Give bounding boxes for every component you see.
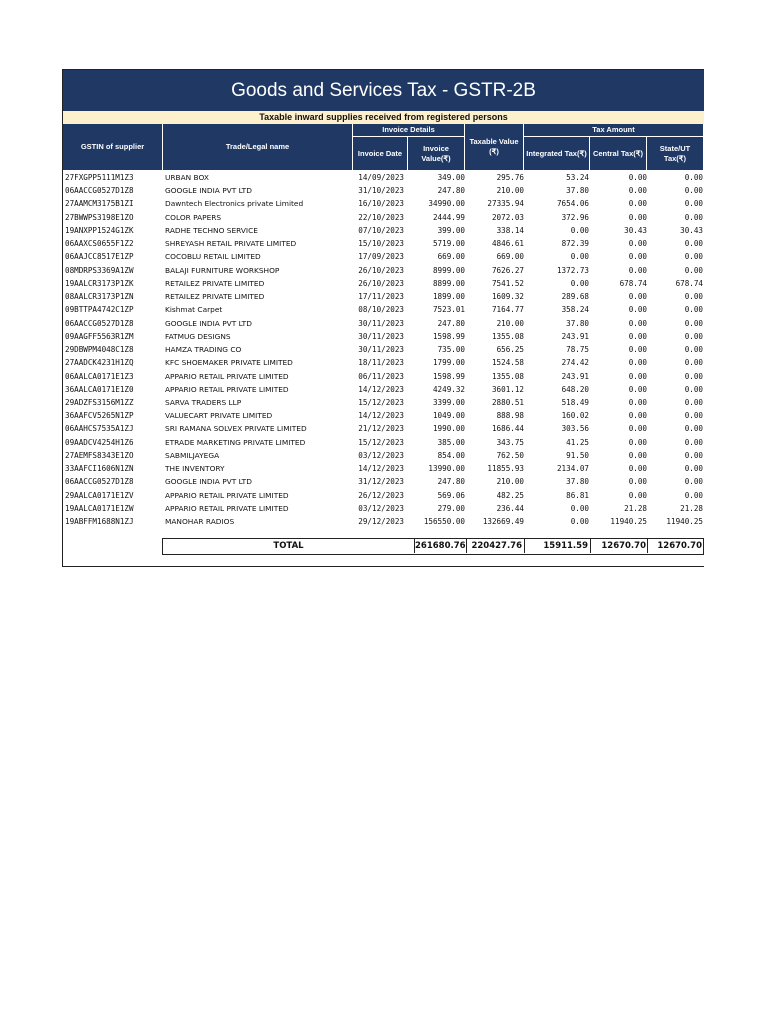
table-row bbox=[63, 197, 704, 210]
taxable-value-cell: 338.14 bbox=[496, 225, 524, 235]
gstin-cell: 06AACCG0527D1Z8 bbox=[65, 318, 134, 328]
sgst-cell: 0.00 bbox=[684, 173, 703, 182]
invoice-value-cell: 385.00 bbox=[437, 437, 465, 447]
gstin-cell: 08MDRPS3369A1ZW bbox=[65, 265, 134, 275]
gstin-cell: 09AAGFF5563R1ZM bbox=[65, 331, 134, 341]
invoice-date-cell: 14/12/2023 bbox=[358, 464, 404, 474]
trade-name-cell: THE INVENTORY bbox=[165, 464, 225, 474]
igst-cell: 0.00 bbox=[570, 503, 589, 513]
sgst-cell: 0.00 bbox=[684, 358, 703, 368]
invoice-value-cell: 349.00 bbox=[437, 173, 465, 182]
invoice-value-cell: 669.00 bbox=[437, 252, 465, 262]
table-row bbox=[63, 370, 704, 383]
igst-cell: 243.91 bbox=[561, 331, 589, 341]
igst-cell: 0.00 bbox=[570, 278, 589, 288]
total-label: TOTAL bbox=[273, 541, 304, 551]
header-tax-amount: Tax Amount bbox=[524, 124, 704, 137]
sgst-cell: 0.00 bbox=[684, 318, 703, 328]
table-row bbox=[63, 317, 704, 330]
gstin-cell: 09BTTPA4742C1ZP bbox=[65, 305, 134, 315]
gstr2b-sheet bbox=[62, 69, 704, 567]
gstin-cell: 27AADCK4231H1ZQ bbox=[65, 358, 134, 368]
table-row bbox=[63, 409, 704, 422]
table-row bbox=[63, 502, 704, 515]
cgst-cell: 0.00 bbox=[628, 345, 647, 355]
trade-name-cell: SABMILJAYEGA bbox=[165, 450, 220, 460]
invoice-date-cell: 15/10/2023 bbox=[358, 239, 404, 249]
sgst-cell: 0.00 bbox=[684, 384, 703, 394]
total-sgst: 12670.70 bbox=[657, 541, 702, 551]
table-row bbox=[63, 422, 704, 435]
invoice-date-cell: 17/11/2023 bbox=[358, 292, 404, 302]
invoice-value-cell: 5719.00 bbox=[432, 239, 465, 249]
trade-name-cell: APPARIO RETAIL PRIVATE LIMITED bbox=[165, 384, 289, 394]
trade-name-cell: FATMUG DESIGNS bbox=[165, 331, 231, 341]
cgst-cell: 0.00 bbox=[628, 199, 647, 209]
invoice-value-cell: 247.80 bbox=[437, 186, 465, 196]
trade-name-cell: Kishmat Carpet bbox=[165, 305, 223, 315]
sgst-cell: 0.00 bbox=[684, 292, 703, 302]
header-gstin: GSTIN of supplier bbox=[63, 124, 163, 171]
header-invoice-details: Invoice Details bbox=[353, 124, 465, 137]
gstin-cell: 06AAHCS7535A1ZJ bbox=[65, 424, 134, 434]
invoice-value-cell: 1598.99 bbox=[432, 371, 465, 381]
table-row bbox=[63, 171, 704, 184]
header-taxable-value: Taxable Value (₹) bbox=[465, 124, 524, 171]
table-row bbox=[63, 356, 704, 369]
gstin-cell: 06AACCG0527D1Z8 bbox=[65, 186, 134, 196]
sgst-cell: 0.00 bbox=[684, 186, 703, 196]
table-row bbox=[63, 383, 704, 396]
invoice-date-cell: 30/11/2023 bbox=[358, 318, 404, 328]
igst-cell: 648.20 bbox=[561, 384, 589, 394]
table-row bbox=[63, 449, 704, 462]
taxable-value-cell: 7626.27 bbox=[491, 265, 524, 275]
invoice-value-cell: 1899.00 bbox=[432, 292, 465, 302]
sgst-cell: 0.00 bbox=[684, 490, 703, 500]
table-row bbox=[63, 515, 704, 528]
taxable-value-cell: 343.75 bbox=[496, 437, 524, 447]
invoice-value-cell: 569.06 bbox=[437, 490, 465, 500]
invoice-date-cell: 14/12/2023 bbox=[358, 411, 404, 421]
igst-cell: 274.42 bbox=[561, 358, 589, 368]
invoice-date-cell: 15/12/2023 bbox=[358, 397, 404, 407]
cgst-cell: 0.00 bbox=[628, 186, 647, 196]
sgst-cell: 0.00 bbox=[684, 450, 703, 460]
taxable-value-cell: 1355.08 bbox=[491, 371, 524, 381]
cgst-cell: 0.00 bbox=[628, 384, 647, 394]
cgst-cell: 0.00 bbox=[628, 397, 647, 407]
table-row bbox=[63, 489, 704, 502]
taxable-value-cell: 762.50 bbox=[496, 450, 524, 460]
cgst-cell: 0.00 bbox=[628, 305, 647, 315]
invoice-date-cell: 18/11/2023 bbox=[358, 358, 404, 368]
trade-name-cell: VALUECART PRIVATE LIMITED bbox=[165, 411, 273, 421]
total-cgst: 12670.70 bbox=[601, 541, 646, 551]
table-row bbox=[63, 250, 704, 263]
gstin-cell: 09AADCV4254H1Z6 bbox=[65, 437, 134, 447]
invoice-value-cell: 279.00 bbox=[437, 503, 465, 513]
cgst-cell: 30.43 bbox=[624, 225, 647, 235]
invoice-date-cell: 26/10/2023 bbox=[358, 265, 404, 275]
cgst-cell: 0.00 bbox=[628, 173, 647, 182]
taxable-value-cell: 669.00 bbox=[496, 252, 524, 262]
cgst-cell: 0.00 bbox=[628, 252, 647, 262]
sgst-cell: 11940.25 bbox=[666, 517, 703, 527]
sgst-cell: 0.00 bbox=[684, 464, 703, 474]
sgst-cell: 0.00 bbox=[684, 411, 703, 421]
taxable-value-cell: 1524.58 bbox=[491, 358, 524, 368]
igst-cell: 2134.07 bbox=[556, 464, 589, 474]
taxable-value-cell: 1355.08 bbox=[491, 331, 524, 341]
invoice-date-cell: 08/10/2023 bbox=[358, 305, 404, 315]
trade-name-cell: COCOBLU RETAIL LIMITED bbox=[165, 252, 261, 262]
invoice-value-cell: 156550.00 bbox=[423, 517, 465, 527]
invoice-value-cell: 735.00 bbox=[437, 345, 465, 355]
trade-name-cell: ETRADE MARKETING PRIVATE LIMITED bbox=[165, 437, 306, 447]
taxable-value-cell: 482.25 bbox=[496, 490, 524, 500]
header-invoice-date: Invoice Date bbox=[353, 137, 408, 171]
cgst-cell: 0.00 bbox=[628, 265, 647, 275]
taxable-value-cell: 27335.94 bbox=[487, 199, 524, 209]
invoice-value-cell: 8899.00 bbox=[432, 278, 465, 288]
header-name: Trade/Legal name bbox=[163, 124, 353, 171]
header-invoice-value: Invoice Value(₹) bbox=[408, 137, 465, 171]
gstin-cell: 08AALCR3173P1ZN bbox=[65, 292, 134, 302]
cgst-cell: 0.00 bbox=[628, 331, 647, 341]
invoice-value-cell: 854.00 bbox=[437, 450, 465, 460]
sgst-cell: 0.00 bbox=[684, 239, 703, 249]
cgst-cell: 0.00 bbox=[628, 212, 647, 222]
taxable-value-cell: 656.25 bbox=[496, 345, 524, 355]
table-row bbox=[63, 436, 704, 449]
taxable-value-cell: 2880.51 bbox=[491, 397, 524, 407]
invoice-value-cell: 247.80 bbox=[437, 477, 465, 487]
sheet-title: Goods and Services Tax - GSTR-2B bbox=[63, 70, 704, 111]
invoice-date-cell: 21/12/2023 bbox=[358, 424, 404, 434]
igst-cell: 0.00 bbox=[570, 252, 589, 262]
invoice-date-cell: 07/10/2023 bbox=[358, 225, 404, 235]
taxable-value-cell: 210.00 bbox=[496, 186, 524, 196]
invoice-date-cell: 16/10/2023 bbox=[358, 199, 404, 209]
igst-cell: 37.80 bbox=[566, 477, 589, 487]
gstin-cell: 19AALCA0171E1ZW bbox=[65, 503, 134, 513]
sgst-cell: 0.00 bbox=[684, 477, 703, 487]
gstin-cell: 29AALCA0171E1ZV bbox=[65, 490, 134, 500]
table-row bbox=[63, 211, 704, 224]
igst-cell: 86.81 bbox=[566, 490, 589, 500]
gstin-cell: 33AAFCI1606N1ZN bbox=[65, 464, 134, 474]
cgst-cell: 11940.25 bbox=[610, 517, 647, 527]
table-row bbox=[63, 237, 704, 250]
igst-cell: 518.49 bbox=[561, 397, 589, 407]
igst-cell: 358.24 bbox=[561, 305, 589, 315]
trade-name-cell: GOOGLE INDIA PVT LTD bbox=[165, 186, 252, 196]
cgst-cell: 0.00 bbox=[628, 411, 647, 421]
igst-cell: 303.56 bbox=[561, 424, 589, 434]
header-sgst: State/UT Tax(₹) bbox=[647, 137, 704, 171]
cgst-cell: 0.00 bbox=[628, 292, 647, 302]
gstin-cell: 06AAJCC8517E1ZP bbox=[65, 252, 134, 262]
trade-name-cell: GOOGLE INDIA PVT LTD bbox=[165, 477, 252, 487]
table-row bbox=[63, 343, 704, 356]
table-row bbox=[63, 264, 704, 277]
cgst-cell: 0.00 bbox=[628, 318, 647, 328]
taxable-value-cell: 11855.93 bbox=[487, 464, 524, 474]
igst-cell: 0.00 bbox=[570, 225, 589, 235]
sgst-cell: 0.00 bbox=[684, 331, 703, 341]
invoice-value-cell: 247.80 bbox=[437, 318, 465, 328]
data-rows bbox=[63, 171, 704, 528]
trade-name-cell: HAMZA TRADING CO bbox=[165, 345, 242, 355]
invoice-date-cell: 17/09/2023 bbox=[358, 252, 404, 262]
sgst-cell: 30.43 bbox=[680, 225, 703, 235]
trade-name-cell: SARVA TRADERS LLP bbox=[165, 397, 242, 407]
trade-name-cell: SRI RAMANA SOLVEX PRIVATE LIMITED bbox=[165, 424, 307, 434]
invoice-value-cell: 8999.00 bbox=[432, 265, 465, 275]
sgst-cell: 0.00 bbox=[684, 345, 703, 355]
table-row bbox=[63, 475, 704, 488]
gstin-cell: 27AAMCM3175B1ZI bbox=[65, 199, 134, 209]
taxable-value-cell: 4846.61 bbox=[491, 239, 524, 249]
gstin-cell: 06AACCG0527D1Z8 bbox=[65, 477, 134, 487]
cgst-cell: 0.00 bbox=[628, 477, 647, 487]
sgst-cell: 0.00 bbox=[684, 437, 703, 447]
invoice-date-cell: 26/12/2023 bbox=[358, 490, 404, 500]
cgst-cell: 0.00 bbox=[628, 358, 647, 368]
invoice-date-cell: 29/12/2023 bbox=[358, 517, 404, 527]
taxable-value-cell: 888.98 bbox=[496, 411, 524, 421]
invoice-value-cell: 3399.00 bbox=[432, 397, 465, 407]
sgst-cell: 21.28 bbox=[680, 503, 703, 513]
igst-cell: 37.80 bbox=[566, 318, 589, 328]
invoice-date-cell: 30/11/2023 bbox=[358, 331, 404, 341]
gstin-cell: 29ADZFS3156M1ZZ bbox=[65, 397, 134, 407]
trade-name-cell: RADHE TECHNO SERVICE bbox=[165, 225, 258, 235]
header-cgst: Central Tax(₹) bbox=[590, 137, 647, 171]
trade-name-cell: MANOHAR RADIOS bbox=[165, 517, 235, 527]
invoice-date-cell: 22/10/2023 bbox=[358, 212, 404, 222]
trade-name-cell: APPARIO RETAIL PRIVATE LIMITED bbox=[165, 490, 289, 500]
invoice-date-cell: 26/10/2023 bbox=[358, 278, 404, 288]
gstin-cell: 19AALCR3173P1ZK bbox=[65, 278, 134, 288]
taxable-value-cell: 1609.32 bbox=[491, 292, 524, 302]
taxable-value-cell: 7164.77 bbox=[491, 305, 524, 315]
invoice-date-cell: 15/12/2023 bbox=[358, 437, 404, 447]
total-taxable-value: 220427.76 bbox=[471, 541, 522, 551]
sgst-cell: 0.00 bbox=[684, 199, 703, 209]
taxable-value-cell: 236.44 bbox=[496, 503, 524, 513]
sgst-cell: 678.74 bbox=[675, 278, 703, 288]
sgst-cell: 0.00 bbox=[684, 212, 703, 222]
table-row bbox=[63, 462, 704, 475]
header-igst: Integrated Tax(₹) bbox=[524, 137, 590, 171]
gstin-cell: 36AALCA0171E1Z0 bbox=[65, 384, 134, 394]
invoice-date-cell: 03/12/2023 bbox=[358, 450, 404, 460]
taxable-value-cell: 210.00 bbox=[496, 477, 524, 487]
taxable-value-cell: 3601.12 bbox=[491, 384, 524, 394]
trade-name-cell: URBAN BOX bbox=[165, 173, 209, 182]
invoice-value-cell: 399.00 bbox=[437, 225, 465, 235]
invoice-date-cell: 31/12/2023 bbox=[358, 477, 404, 487]
invoice-value-cell: 2444.99 bbox=[432, 212, 465, 222]
invoice-value-cell: 1049.00 bbox=[432, 411, 465, 421]
sgst-cell: 0.00 bbox=[684, 424, 703, 434]
cgst-cell: 0.00 bbox=[628, 239, 647, 249]
taxable-value-cell: 132669.49 bbox=[482, 517, 524, 527]
sgst-cell: 0.00 bbox=[684, 371, 703, 381]
gstin-cell: 06AALCA0171E1Z3 bbox=[65, 371, 134, 381]
cgst-cell: 0.00 bbox=[628, 490, 647, 500]
sgst-cell: 0.00 bbox=[684, 265, 703, 275]
igst-cell: 243.91 bbox=[561, 371, 589, 381]
cgst-cell: 0.00 bbox=[628, 437, 647, 447]
igst-cell: 372.96 bbox=[561, 212, 589, 222]
table-row bbox=[63, 396, 704, 409]
table-row bbox=[63, 330, 704, 343]
igst-cell: 872.39 bbox=[561, 239, 589, 249]
gstin-cell: 27AEMFS8343E1ZO bbox=[65, 450, 134, 460]
gstin-cell: 06AAXCS0655F1Z2 bbox=[65, 239, 134, 249]
invoice-value-cell: 34990.00 bbox=[428, 199, 465, 209]
invoice-value-cell: 13990.00 bbox=[428, 464, 465, 474]
cgst-cell: 0.00 bbox=[628, 450, 647, 460]
taxable-value-cell: 210.00 bbox=[496, 318, 524, 328]
trade-name-cell: Dawntech Electronics private Limited bbox=[165, 199, 304, 209]
igst-cell: 91.50 bbox=[566, 450, 589, 460]
invoice-date-cell: 06/11/2023 bbox=[358, 371, 404, 381]
table-row bbox=[63, 224, 704, 237]
invoice-value-cell: 7523.01 bbox=[432, 305, 465, 315]
igst-cell: 289.68 bbox=[561, 292, 589, 302]
trade-name-cell: RETAILEZ PRIVATE LIMITED bbox=[165, 278, 265, 288]
sgst-cell: 0.00 bbox=[684, 252, 703, 262]
table-row bbox=[63, 290, 704, 303]
cgst-cell: 0.00 bbox=[628, 371, 647, 381]
table-row bbox=[63, 277, 704, 290]
taxable-value-cell: 295.76 bbox=[496, 173, 524, 182]
trade-name-cell: RETAILEZ PRIVATE LIMITED bbox=[165, 292, 265, 302]
igst-cell: 41.25 bbox=[566, 437, 589, 447]
igst-cell: 0.00 bbox=[570, 517, 589, 527]
trade-name-cell: COLOR PAPERS bbox=[165, 212, 222, 222]
trade-name-cell: APPARIO RETAIL PRIVATE LIMITED bbox=[165, 371, 289, 381]
invoice-value-cell: 1598.99 bbox=[432, 331, 465, 341]
trade-name-cell: SHREYASH RETAIL PRIVATE LIMITED bbox=[165, 239, 297, 249]
table-row bbox=[63, 184, 704, 197]
total-row bbox=[162, 538, 704, 555]
invoice-value-cell: 1799.00 bbox=[432, 358, 465, 368]
invoice-value-cell: 4249.32 bbox=[432, 384, 465, 394]
gstin-cell: 19ABFFM1688N1ZJ bbox=[65, 517, 134, 527]
taxable-value-cell: 2072.03 bbox=[491, 212, 524, 222]
igst-cell: 160.02 bbox=[561, 411, 589, 421]
gstin-cell: 27FXGPP5111M1Z3 bbox=[65, 173, 134, 182]
igst-cell: 1372.73 bbox=[556, 265, 589, 275]
invoice-date-cell: 14/12/2023 bbox=[358, 384, 404, 394]
cgst-cell: 678.74 bbox=[619, 278, 647, 288]
invoice-date-cell: 30/11/2023 bbox=[358, 345, 404, 355]
trade-name-cell: BALAJI FURNITURE WORKSHOP bbox=[165, 265, 280, 275]
total-invoice-value: 261680.76 bbox=[415, 541, 466, 551]
invoice-date-cell: 03/12/2023 bbox=[358, 503, 404, 513]
igst-cell: 53.24 bbox=[566, 173, 589, 182]
total-igst: 15911.59 bbox=[543, 541, 588, 551]
gstin-cell: 36AAFCV5265N1ZP bbox=[65, 411, 134, 421]
gstin-cell: 27BWWPS3198E1ZO bbox=[65, 212, 134, 222]
sgst-cell: 0.00 bbox=[684, 397, 703, 407]
cgst-cell: 0.00 bbox=[628, 464, 647, 474]
igst-cell: 37.80 bbox=[566, 186, 589, 196]
sgst-cell: 0.00 bbox=[684, 305, 703, 315]
taxable-value-cell: 7541.52 bbox=[491, 278, 524, 288]
cgst-cell: 0.00 bbox=[628, 424, 647, 434]
gstin-cell: 19ANXPP1524G1ZK bbox=[65, 225, 134, 235]
igst-cell: 7654.06 bbox=[556, 199, 589, 209]
invoice-date-cell: 31/10/2023 bbox=[358, 186, 404, 196]
trade-name-cell: APPARIO RETAIL PRIVATE LIMITED bbox=[165, 503, 289, 513]
invoice-value-cell: 1990.00 bbox=[432, 424, 465, 434]
invoice-date-cell: 14/09/2023 bbox=[358, 173, 404, 182]
igst-cell: 78.75 bbox=[566, 345, 589, 355]
table-row bbox=[63, 303, 704, 316]
cgst-cell: 21.28 bbox=[624, 503, 647, 513]
trade-name-cell: GOOGLE INDIA PVT LTD bbox=[165, 318, 252, 328]
taxable-value-cell: 1686.44 bbox=[491, 424, 524, 434]
trade-name-cell: KFC SHOEMAKER PRIVATE LIMITED bbox=[165, 358, 293, 368]
sheet-subtitle: Taxable inward supplies received from registered persons bbox=[63, 111, 704, 125]
gstin-cell: 29DBWPM4048C1Z8 bbox=[65, 345, 134, 355]
